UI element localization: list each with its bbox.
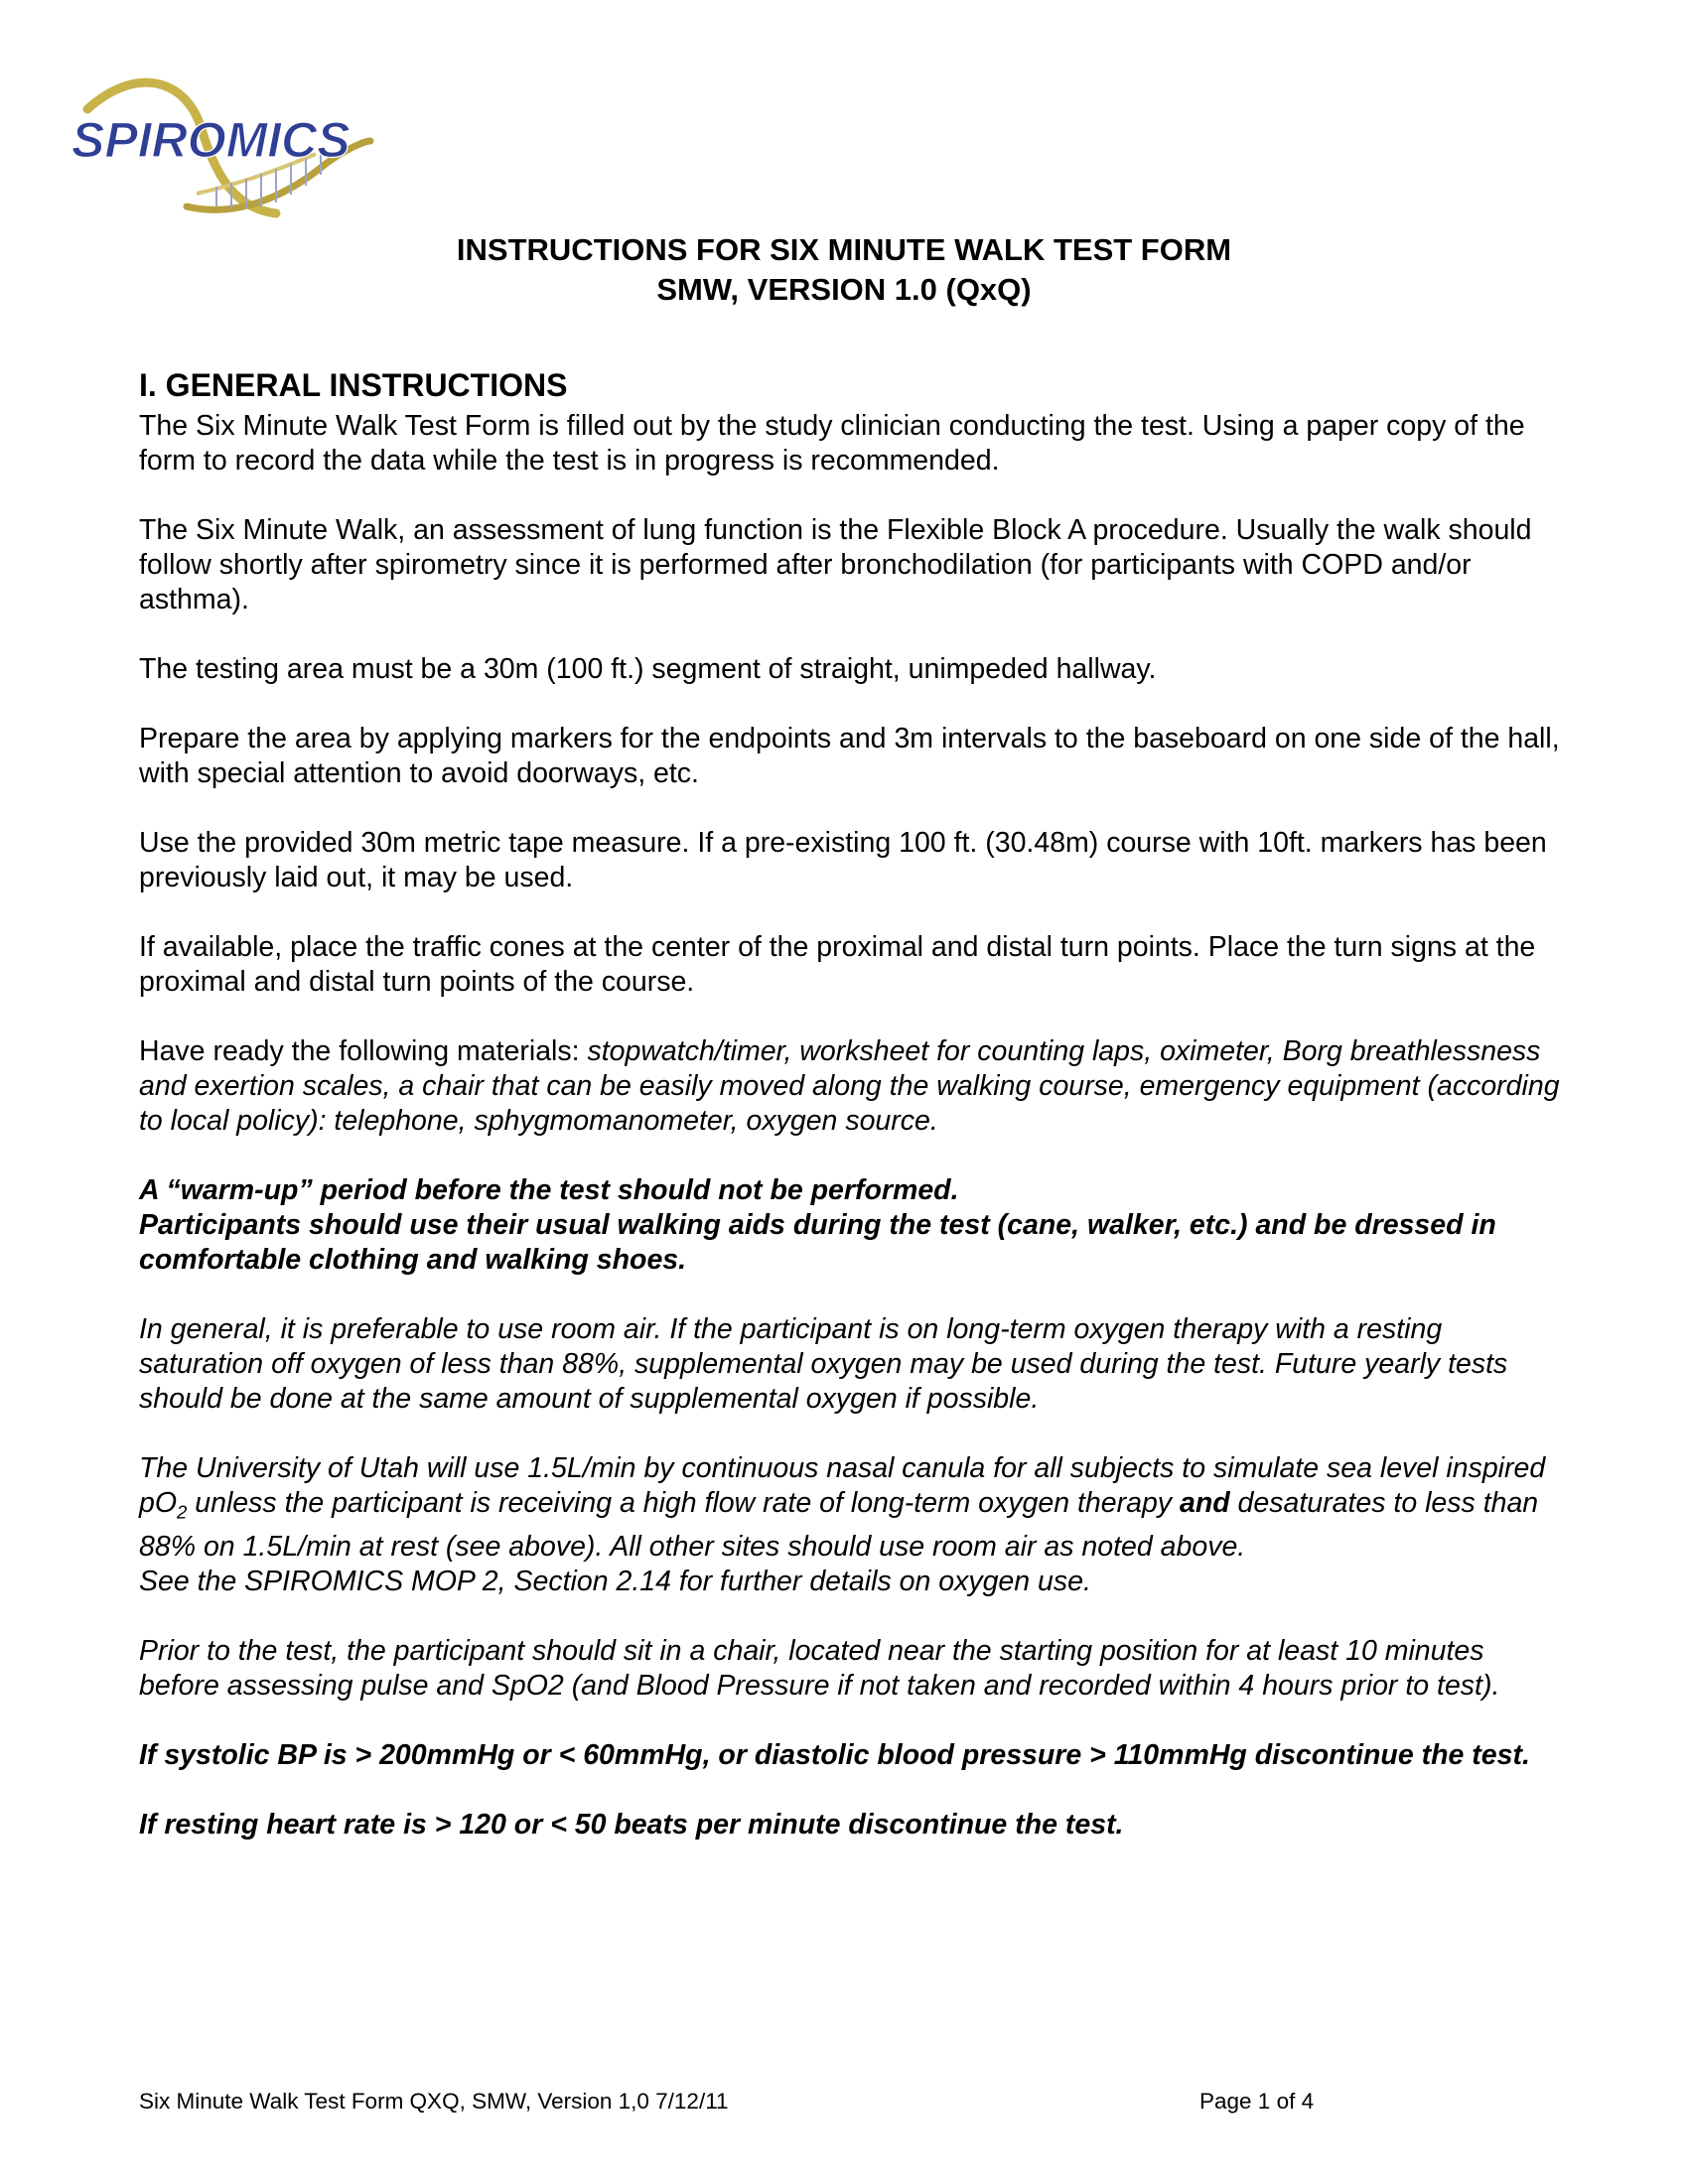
title-line-2: SMW, VERSION 1.0 (QxQ) xyxy=(656,272,1032,307)
warm-up-note: A “warm-up” period before the test should not be performed. xyxy=(139,1174,959,1206)
paragraph-text: The Six Minute Walk Test Form is filled out by the study clinician conducting the test. Using a paper copy of the form to record the data while the test is in progress is recommended. xyxy=(139,410,1525,477)
materials-list: stopwatch/timer, worksheet for counting laps, oximeter, Borg breathlessness and exertion scales, a chair that can be easily moved along the walking course, emergency equipment (according to local policy): telephone, sphygmomanometer, oxygen source. xyxy=(139,1035,1560,1137)
dna-helix-icon xyxy=(68,69,385,228)
paragraph-text: If systolic BP is > 200mmHg or < 60mmHg, or diastolic blood pressure > 110mmHg discontinue the test. xyxy=(139,1738,1530,1771)
paragraph-testing-area xyxy=(139,652,1569,687)
paragraph-text: Prepare the area by applying markers for the endpoints and 3m intervals to the baseboard on one side of the hall, with special attention to avoid doorways, etc. xyxy=(139,723,1560,789)
instructions-body xyxy=(139,365,1569,1877)
paragraph-text: The testing area must be a 30m (100 ft.) segment of straight, unimpeded hallway. xyxy=(139,653,1157,685)
document-title xyxy=(0,230,1688,310)
utah-text-b: unless the participant is receiving a high flow rate of long-term oxygen therapy xyxy=(187,1487,1180,1519)
paragraph-traffic-cones xyxy=(139,930,1569,1000)
walking-aids-note: Participants should use their usual walking aids during the test (cane, walker, etc.) and be dressed in comfortable clothing and walking shoes. xyxy=(139,1209,1496,1276)
paragraph-utah-oxygen xyxy=(139,1451,1569,1599)
paragraph-room-air xyxy=(139,1312,1569,1417)
utah-text-c: desaturates to less than 88% on 1.5L/min at rest (see above). All other sites should use room air as noted above. xyxy=(139,1487,1539,1563)
paragraph-text: In general, it is preferable to use room air. If the participant is on long-term oxygen therapy with a resting saturation off oxygen of less than 88%, supplemental oxygen may be used during the test. Future yearly tests should be done at the same amount of supplemental oxygen if possible. xyxy=(139,1313,1508,1415)
spiromics-logo xyxy=(68,69,385,228)
mop-reference: See the SPIROMICS MOP 2, Section 2.14 for further details on oxygen use. xyxy=(139,1565,1091,1597)
section-heading: I. GENERAL INSTRUCTIONS xyxy=(139,367,568,403)
paragraph-prepare-area xyxy=(139,722,1569,791)
logo-wordmark: SPIROMICS xyxy=(71,112,351,168)
title-line-1: INSTRUCTIONS FOR SIX MINUTE WALK TEST FORM xyxy=(456,232,1232,267)
paragraph-warm-up xyxy=(139,1173,1569,1278)
paragraph-text: If resting heart rate is > 120 or < 50 beats per minute discontinue the test. xyxy=(139,1808,1124,1841)
paragraph-six-minute-walk xyxy=(139,513,1569,617)
paragraph-materials xyxy=(139,1034,1569,1139)
paragraph-text: Use the provided 30m metric tape measure. If a pre-existing 100 ft. (30.48m) course with 10ft. markers has been previously laid out, it may be used. xyxy=(139,827,1547,893)
paragraph-prior-to-test xyxy=(139,1634,1569,1704)
paragraph-text: If available, place the traffic cones at the center of the proximal and distal turn points. Place the turn signs at the proximal and distal turn points of the course. xyxy=(139,931,1536,998)
paragraph-form-usage xyxy=(139,409,1569,478)
materials-lead: Have ready the following materials: xyxy=(139,1035,588,1067)
paragraph-text: The Six Minute Walk, an assessment of lung function is the Flexible Block A procedure. Usually the walk should follow shortly after spirometry since it is performed after bronchodilation (for participants with COPD and/or asthma). xyxy=(139,514,1532,615)
utah-text-a: The University of Utah will use 1.5L/min by continuous nasal canula for all subjects to simulate sea level inspired pO xyxy=(139,1452,1546,1519)
paragraph-bp-discontinue xyxy=(139,1738,1569,1773)
paragraph-text: Prior to the test, the participant should sit in a chair, located near the starting position for at least 10 minutes before assessing pulse and SpO2 (and Blood Pressure if not taken and recorded within 4 hours prior to test). xyxy=(139,1634,1500,1702)
paragraph-heart-rate-discontinue xyxy=(139,1808,1569,1843)
footer-form-version: Six Minute Walk Test Form QXQ, SMW, Version 1,0 7/12/11 xyxy=(139,2089,729,2114)
paragraph-tape-measure xyxy=(139,826,1569,895)
footer-page-number: Page 1 of 4 xyxy=(1199,2089,1315,2114)
po2-subscript: 2 xyxy=(177,1501,188,1523)
utah-and-emphasis: and xyxy=(1179,1487,1230,1519)
